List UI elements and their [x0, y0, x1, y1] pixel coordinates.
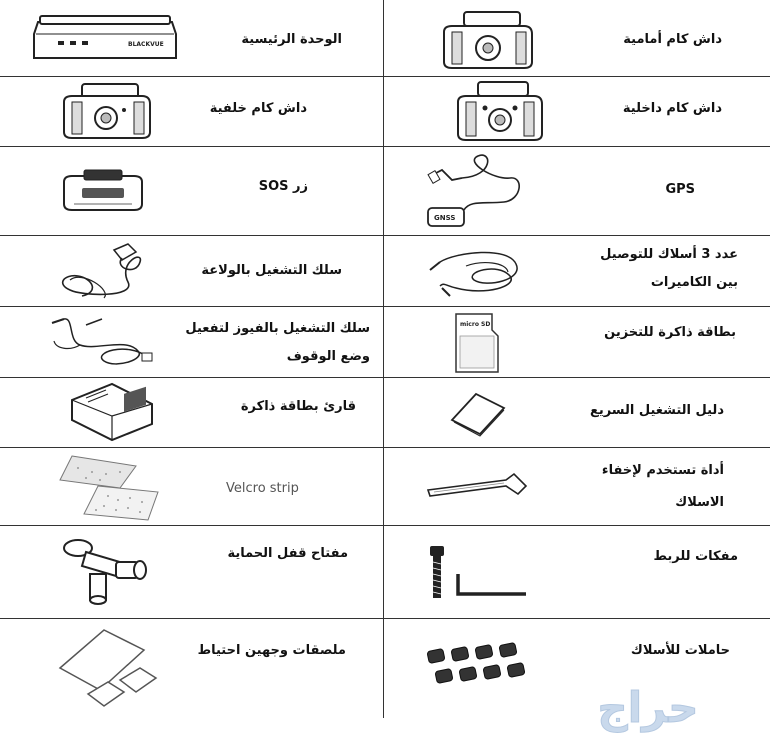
row-divider: [0, 146, 770, 147]
gps-label: GPS: [665, 182, 695, 197]
column-divider: [383, 0, 384, 718]
cigarette-power-cable-icon: [52, 240, 152, 302]
cable-hiding-tool-label-line1: أداة تستخدم لإخفاء: [601, 463, 724, 478]
cable-holders-label: حاملات للأسلاك: [630, 643, 730, 658]
security-lock-key-icon: [60, 532, 150, 606]
rear-dashcam-label: داش كام خلفية: [209, 101, 307, 116]
row-divider: [0, 377, 770, 378]
sos-button-icon: [58, 166, 148, 212]
velcro-strip-icon: [58, 452, 160, 522]
micro-sd-card-icon: [452, 312, 502, 374]
hardwire-fuse-cable-label-line1: سلك التشغيل بالفيوز لتفعيل: [185, 321, 370, 336]
interior-dashcam-icon: [452, 80, 548, 142]
security-lock-key-label: مفتاح قفل الحماية: [227, 546, 348, 561]
double-sided-tape-label: ملصقات وجهين احتياط: [197, 643, 346, 658]
sos-button-label: زر SOS: [258, 179, 308, 194]
quick-start-guide-icon: [448, 390, 508, 436]
watermark-text: حراج: [597, 683, 699, 732]
row-divider: [0, 76, 770, 77]
camera-cables-label-line2: بين الكاميرات: [650, 275, 738, 290]
front-dashcam-label: داش كام أمامية: [623, 32, 722, 47]
row-divider: [0, 306, 770, 307]
rear-dashcam-icon: [58, 82, 154, 140]
double-sided-tape-icon: [54, 624, 164, 714]
interior-dashcam-label: داش كام داخلية: [622, 101, 722, 116]
cable-hiding-tool-label-line2: الاسلاك: [675, 495, 724, 510]
screws-hex-key-icon: [424, 544, 530, 604]
quick-start-guide-label: دليل التشغيل السريع: [589, 403, 724, 418]
front-dashcam-icon: [438, 10, 538, 70]
row-divider: [0, 235, 770, 236]
velcro-strip-label: Velcro strip: [226, 481, 299, 496]
main-unit-label: الوحدة الرئيسية: [241, 32, 342, 47]
micro-sd-card-label: بطاقة ذاكرة للتخزين: [604, 325, 736, 340]
row-divider: [0, 618, 770, 619]
cigarette-power-cable-label: سلك التشغيل بالولاعة: [201, 263, 342, 278]
main-unit-brand: BLACKVUE: [128, 41, 164, 48]
main-unit-icon: [30, 14, 180, 66]
cable-holders-icon: [418, 644, 538, 696]
cable-hiding-tool-icon: [426, 470, 530, 500]
micro-sd-text: micro SD: [460, 321, 491, 328]
screws-hex-key-label: مفكات للربط: [653, 549, 738, 564]
hardwire-fuse-cable-label-line2: وضع الوقوف: [286, 349, 370, 364]
card-reader-label: قارئ بطاقة ذاكرة: [240, 399, 356, 414]
row-divider: [0, 447, 770, 448]
haraj-watermark-logo: [528, 682, 768, 730]
hardwire-fuse-cable-icon: [46, 311, 156, 373]
card-reader-icon: [62, 380, 158, 442]
camera-cables-label-line1: عدد 3 أسلاك للتوصيل: [600, 247, 738, 262]
gps-antenna-icon: [424, 150, 526, 232]
row-divider: [0, 525, 770, 526]
gps-module-text: GNSS: [434, 214, 456, 222]
camera-cables-icon: [426, 242, 526, 300]
